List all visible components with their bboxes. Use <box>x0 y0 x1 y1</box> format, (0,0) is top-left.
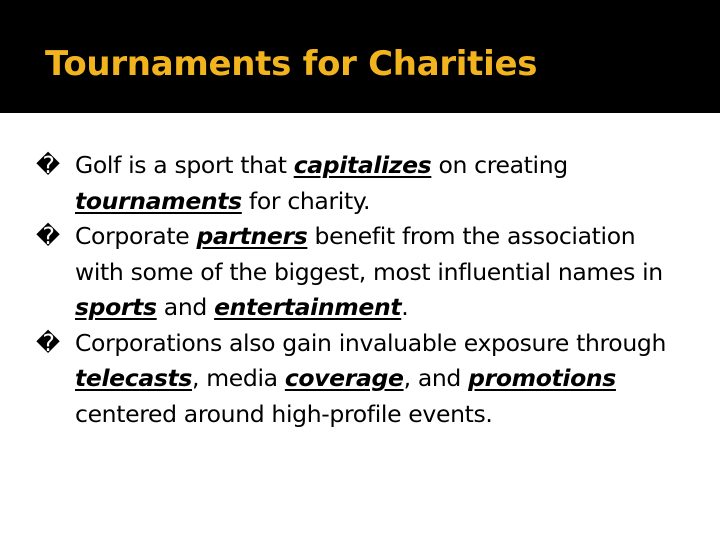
bullet-text: Corporate <box>75 222 197 250</box>
emphasis-telecasts: telecasts <box>75 364 193 392</box>
emphasis-promotions: promotions <box>468 364 616 392</box>
emphasis-tournaments: tournaments <box>75 186 242 215</box>
bullet-text: for charity. <box>241 186 371 215</box>
bullet-text: , media <box>192 364 285 392</box>
bullet-text: and <box>156 293 215 321</box>
bullet-text: , and <box>403 364 469 392</box>
bullet-list <box>36 148 676 432</box>
bullet-text: centered around high-profile events. <box>75 399 493 428</box>
bullet-glyph: � <box>36 222 60 250</box>
bullet-item-partners <box>36 219 676 326</box>
bullet-glyph: � <box>36 328 60 357</box>
emphasis-entertainment: entertainment <box>214 293 402 321</box>
bullet-text: benefit from the association with some of the biggest, most influential names in <box>75 222 663 286</box>
bullet-text: Corporations also gain invaluable exposure through <box>75 328 666 357</box>
bullet-item-exposure <box>36 326 676 433</box>
bullet-text: on creating <box>431 151 568 179</box>
bullet-text: Golf is a sport that <box>75 151 294 179</box>
emphasis-coverage: coverage <box>284 364 404 392</box>
slide-title: Tournaments for Charities <box>45 44 538 84</box>
bullet-text: . <box>401 293 409 321</box>
emphasis-capitalizes: capitalizes <box>293 151 432 179</box>
title-bar <box>0 0 720 113</box>
bullet-glyph: � <box>36 151 60 179</box>
bullet-item-golf <box>36 148 676 219</box>
emphasis-sports: sports <box>75 293 157 321</box>
emphasis-partners: partners <box>196 222 308 250</box>
